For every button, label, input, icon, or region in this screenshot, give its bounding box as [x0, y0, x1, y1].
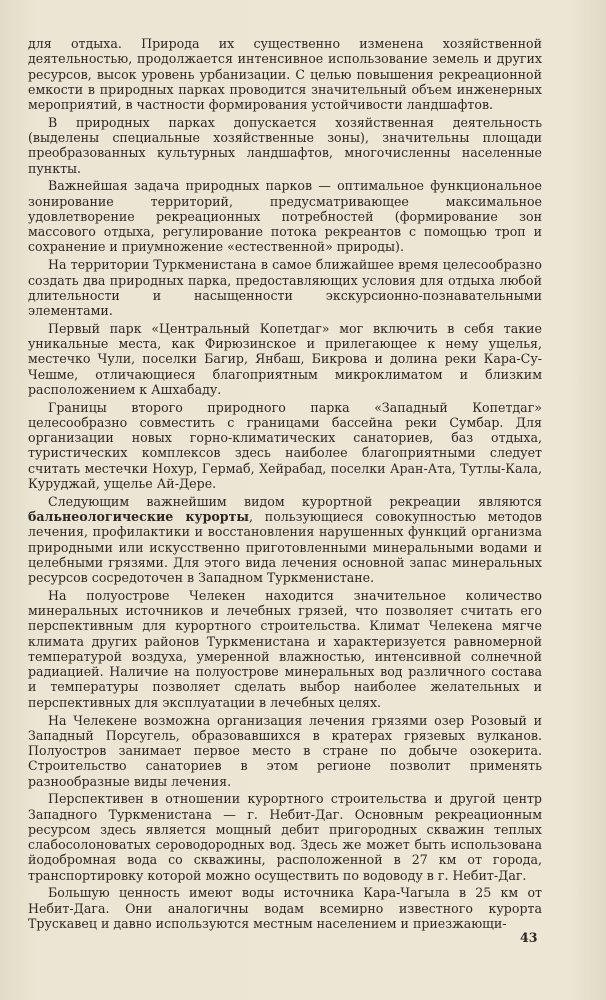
paragraph: Важнейшая задача природных парков — оптимальное функциональное зонирование территорий, предусматривающее максимальное удовлетворение рекреационных потребностей (формирование зон массового отдыха, регулирование потока рекреантов с помощью троп и сохранение и приумножение «естественной» природы).	[28, 178, 542, 255]
paragraph: В природных парках допускается хозяйственная деятельность (выделены специальные хозяйственные зоны), значительны площади преобразованных культурных ландшафтов, многочисленны населенные пункты.	[28, 114, 542, 176]
paragraph: Перспективен в отношении курортного строительства и другой центр Западного Туркменистана — г. Небит-Даг. Основным рекреационным ресурсом здесь является мощный дебит пригородных скважин теплых слабосолоноватых сероводородных вод. Здесь же может быть использована йодобромная вода со скважины, расположенной в 27 км от города, транспортировку которой можно осуществить по водоводу в г. Небит-Даг.	[28, 791, 542, 883]
bold-term: бальнеологические курорты	[28, 509, 250, 525]
paragraph: На Челекене возможна организация лечения грязями озер Розовый и Западный Порсугель, образовавшихся в кратерах грязевых вулканов. Полуостров занимает первое место в стране по добыче озокерита. Строительство санаториев в этом регионе позволит применять разнообразные виды лечения.	[28, 712, 542, 789]
paragraph: Границы второго природного парка «Западный Копетдаг» целесообразно совместить с границами бассейна реки Сумбар. Для организации новых горно-климатических санаториев, баз отдыха, туристических комплексов здесь наиболее благоприятными следует считать местечки Нохур, Гермаб, Хейрабад, поселки Аран-Ата, Тутлы-Кала, Куруджай, ущелье Ай-Дере.	[28, 399, 542, 491]
paragraph-with-bold-term: Следующим важнейшим видом курортной рекреации являются бальнеологические курорты, пользующиеся совокупностью методов лечения, профилактики и восстановления нарушенных функций организма природными или искусственно приготовленными минеральными водами и целебными грязями. Для этого вида лечения основной запас минеральных ресурсов сосредоточен в Западном Туркменистане.	[28, 493, 542, 586]
paragraph: Первый парк «Центральный Копетдаг» мог включить в себя такие уникальные места, как Фирюзинское и прилегающее к нему ущелья, местечко Чули, поселки Багир, Янбаш, Бикрова и долина реки Кара-Су-Чешме, отличающиеся благоприятным микроклиматом и близким расположением к Ашхабаду.	[28, 320, 542, 397]
page-number: 43	[520, 930, 538, 945]
paragraph: для отдыха. Природа их существенно изменена хозяйственной деятельностью, продолжается интенсивное использование земель и других ресурсов, высок уровень урбанизации. С целью повышения рекреационной емкости в природных парках проводится значительный объем инженерных мероприятий, в частности формирования устойчивости ландшафтов.	[28, 36, 542, 112]
paragraph: Большую ценность имеют воды источника Кара-Чагыла в 25 км от Небит-Дага. Они аналогичны водам всемирно известного курорта Трускавец и давно используются местным населением и приезжающи-	[28, 885, 542, 931]
paragraph: На полуострове Челекен находится значительное количество минеральных источников и лечебных грязей, что позволяет считать его перспективным для курортного строительства. Климат Челекена мягче климата других районов Туркменистана и характеризуется равномерной температурой воздуха, умеренной влажностью, интенсивной солнечной радиацией. Наличие на полуострове минеральных вод различного состава и температуры позволяет сделать выбор наиболее желательных и перспективных для эксплуатации в лечебных целях.	[28, 587, 542, 710]
body-text	[28, 36, 542, 931]
paragraph: На территории Туркменистана в самое ближайшее время целесообразно создать два природных парка, предоставляющих условия для отдыха любой длительности и насыщенности экскурсионно-познавательными элементами.	[28, 257, 542, 319]
